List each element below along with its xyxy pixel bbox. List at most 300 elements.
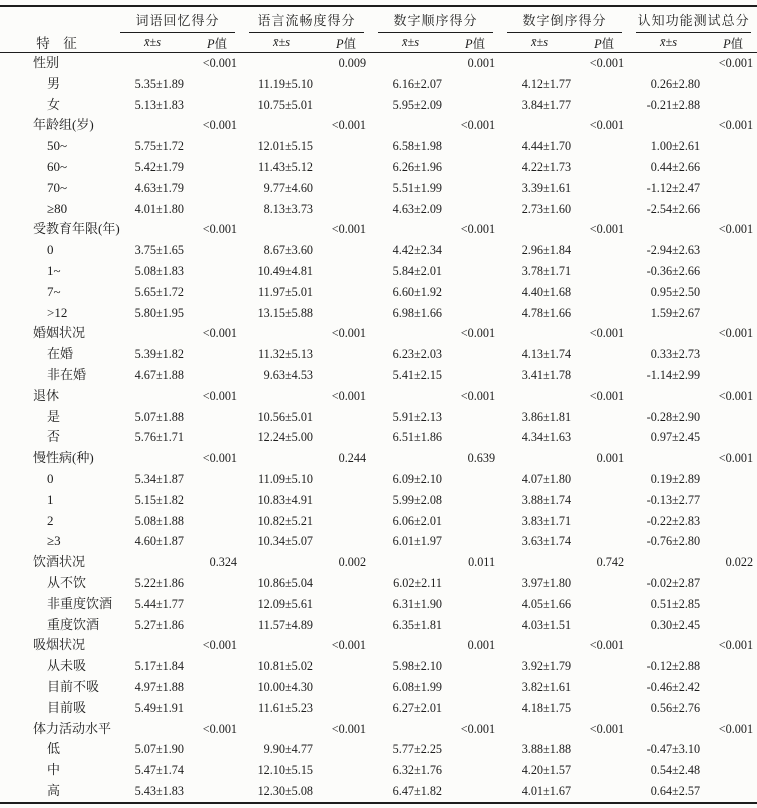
mean-cell: 10.86±5.04	[257, 575, 314, 590]
mean-cell: -1.14±2.99	[646, 367, 701, 382]
statistics-table	[0, 5, 757, 804]
mean-cell-empty	[113, 115, 192, 136]
p-symbol: P	[207, 36, 215, 51]
p-value-cell-empty	[708, 573, 757, 594]
mean-cell: 3.88±1.74	[521, 492, 572, 507]
mean-cell: 12.01±5.15	[257, 139, 314, 154]
p-value-cell-empty	[321, 511, 371, 532]
p-suffix: 值	[343, 36, 356, 51]
p-value-cell-empty	[708, 365, 757, 386]
p-value-cell-empty	[450, 199, 500, 220]
p-value-cell-empty	[579, 157, 629, 178]
p-value-cell: 0.244	[338, 451, 367, 466]
mean-cell: -0.46±2.42	[646, 679, 701, 694]
score-group-title: 词语回忆得分	[120, 7, 235, 33]
mean-cell: 5.84±2.01	[392, 263, 443, 278]
mean-cell: 9.77±4.60	[263, 180, 314, 195]
section-row	[0, 219, 757, 240]
table-row	[0, 656, 757, 677]
mean-cell: 5.22±1.86	[134, 575, 184, 590]
row-label: 2	[47, 512, 54, 528]
mean-cell: 5.44±1.77	[134, 596, 184, 611]
p-value-cell: <0.001	[460, 326, 496, 341]
mean-cell: 0.56±2.76	[650, 700, 701, 715]
p-value-cell-empty	[450, 656, 500, 677]
mean-cell: 2.96±1.84	[521, 243, 572, 258]
p-value-cell-empty	[708, 739, 757, 760]
p-value-cell-empty	[579, 698, 629, 719]
p-value-cell-empty	[192, 74, 242, 95]
p-value-cell: <0.001	[589, 222, 625, 237]
row-label: 目前不吸	[47, 678, 100, 694]
mean-cell: 6.31±1.90	[392, 596, 443, 611]
p-value-cell-empty	[321, 615, 371, 636]
p-value-cell-empty	[708, 261, 757, 282]
p-value-cell: <0.001	[202, 56, 238, 70]
mean-cell: 11.19±5.10	[258, 76, 314, 91]
mean-cell: 5.34±1.87	[134, 471, 184, 486]
p-value-cell: <0.001	[460, 721, 496, 736]
section-label: 性别	[33, 55, 60, 70]
mean-cell: 5.08±1.88	[134, 513, 184, 528]
p-value-cell: 0.324	[209, 555, 238, 570]
p-value-cell-empty	[579, 407, 629, 428]
p-value-cell: <0.001	[460, 388, 496, 403]
section-label: 吸烟状况	[33, 637, 86, 653]
p-value-cell: <0.001	[718, 222, 754, 237]
p-value-cell: 0.009	[338, 56, 367, 70]
mean-cell-empty	[242, 219, 321, 240]
table-row	[0, 739, 757, 760]
mean-cell: 0.64±2.57	[650, 783, 701, 798]
score-group-header	[113, 6, 242, 33]
p-value-cell-empty	[579, 199, 629, 220]
p-value-cell-empty	[321, 531, 371, 552]
mean-cell: 3.41±1.78	[521, 367, 572, 382]
mean-cell: 5.91±2.13	[392, 409, 443, 424]
p-value-cell: <0.001	[202, 118, 238, 133]
p-value-cell-empty	[192, 677, 242, 698]
mean-sd-subheader	[113, 33, 192, 53]
p-symbol: P	[465, 36, 473, 51]
mean-cell: 6.06±2.01	[392, 513, 443, 528]
mean-cell: 11.97±5.01	[258, 284, 314, 299]
p-value-cell-empty	[708, 427, 757, 448]
mean-cell: 11.32±5.13	[258, 347, 314, 362]
mean-cell: 5.80±1.95	[134, 305, 184, 320]
row-label: 否	[47, 429, 61, 445]
mean-cell: 2.73±1.60	[521, 201, 572, 216]
table-body	[0, 53, 757, 803]
mean-cell: 5.13±1.83	[134, 97, 184, 112]
p-value-cell: <0.001	[460, 118, 496, 133]
p-value-cell-empty	[708, 490, 757, 511]
p-value-cell: <0.001	[589, 326, 625, 341]
mean-sd-subheader	[242, 33, 321, 53]
mean-cell: 10.75±5.01	[257, 97, 314, 112]
table-row	[0, 178, 757, 199]
p-symbol: P	[336, 36, 344, 51]
p-symbol: P	[723, 36, 731, 51]
mean-cell: 4.05±1.66	[521, 596, 572, 611]
row-label: >12	[47, 304, 68, 320]
mean-cell: 5.43±1.83	[134, 783, 184, 798]
mean-cell-empty	[113, 219, 192, 240]
mean-cell: 4.78±1.66	[521, 305, 572, 320]
mean-cell: 8.13±3.73	[263, 201, 314, 216]
mean-cell: 3.83±1.71	[521, 513, 572, 528]
p-value-cell-empty	[192, 698, 242, 719]
mean-cell-empty	[113, 53, 192, 74]
row-label: ≥80	[47, 200, 68, 216]
p-value-cell: <0.001	[718, 326, 754, 341]
mean-sd-subheader	[629, 33, 708, 53]
p-value-cell-empty	[708, 781, 757, 803]
p-value-cell-empty	[321, 240, 371, 261]
mean-cell: 5.99±2.08	[392, 492, 443, 507]
mean-cell: 0.33±2.73	[650, 347, 701, 362]
p-value-cell-empty	[450, 531, 500, 552]
p-value-cell-empty	[192, 136, 242, 157]
table-row	[0, 157, 757, 178]
mean-cell: 5.98±2.10	[392, 659, 443, 674]
mean-cell: 6.02±2.11	[393, 575, 443, 590]
mean-cell: 5.39±1.82	[134, 347, 184, 362]
p-value-subheader	[321, 33, 371, 53]
p-value-cell-empty	[450, 594, 500, 615]
mean-cell: 0.54±2.48	[650, 763, 701, 778]
p-value-cell-empty	[579, 427, 629, 448]
mean-cell: 5.15±1.82	[134, 492, 184, 507]
p-value-cell-empty	[192, 303, 242, 324]
mean-cell: -0.76±2.80	[646, 534, 701, 549]
p-value-cell-empty	[450, 365, 500, 386]
p-value-cell: <0.001	[589, 388, 625, 403]
mean-cell: 10.49±4.81	[257, 263, 314, 278]
p-value-cell-empty	[579, 136, 629, 157]
table-row	[0, 199, 757, 220]
section-row	[0, 635, 757, 656]
mean-cell-empty	[371, 115, 450, 136]
p-suffix: 值	[472, 36, 486, 51]
mean-cell: 11.57±4.89	[258, 617, 314, 632]
mean-cell-empty	[629, 552, 708, 573]
p-suffix: 值	[730, 36, 744, 51]
p-value-cell-empty	[708, 656, 757, 677]
mean-cell: -0.02±2.87	[646, 575, 701, 590]
header-sub-row	[0, 33, 757, 53]
mean-cell: 6.60±1.92	[392, 284, 443, 299]
p-value-cell-empty	[321, 261, 371, 282]
p-value-cell-empty	[579, 739, 629, 760]
score-group-header	[371, 6, 500, 33]
p-value-cell: <0.001	[718, 721, 754, 736]
mean-cell: 4.67±1.88	[134, 367, 184, 382]
mean-cell: 10.56±5.01	[257, 409, 314, 424]
p-value-cell-empty	[450, 698, 500, 719]
mean-cell: 11.61±5.23	[258, 700, 314, 715]
p-value-cell: <0.001	[589, 638, 625, 653]
mean-cell-empty	[500, 635, 579, 656]
mean-cell: 3.63±1.74	[521, 534, 572, 549]
p-value-cell-empty	[450, 157, 500, 178]
mean-cell: 8.67±3.60	[263, 243, 314, 258]
p-value-cell: <0.001	[718, 388, 754, 403]
mean-cell-empty	[371, 719, 450, 740]
mean-cell-empty	[242, 719, 321, 740]
row-label: 低	[47, 741, 61, 757]
p-value-subheader	[450, 33, 500, 53]
p-value-cell-empty	[450, 677, 500, 698]
p-value-cell: <0.001	[589, 56, 625, 70]
score-group-title: 语言流畅度得分	[249, 7, 364, 33]
row-label: 1~	[47, 262, 61, 278]
score-group-title: 数字顺序得分	[378, 7, 493, 33]
p-value-cell-empty	[321, 677, 371, 698]
p-value-cell-empty	[708, 469, 757, 490]
table-row	[0, 365, 757, 386]
p-value-cell-empty	[192, 531, 242, 552]
p-value-cell-empty	[708, 531, 757, 552]
mean-cell: 4.22±1.73	[521, 159, 572, 174]
section-row	[0, 448, 757, 469]
mean-cell-empty	[371, 635, 450, 656]
row-label: 女	[47, 96, 61, 112]
p-value-cell-empty	[450, 303, 500, 324]
p-value-cell-empty	[450, 760, 500, 781]
mean-cell-empty	[629, 219, 708, 240]
p-value-cell-empty	[321, 95, 371, 116]
mean-cell: 5.42±1.79	[134, 159, 184, 174]
table-row	[0, 344, 757, 365]
mean-cell: 3.97±1.80	[521, 575, 572, 590]
p-value-cell-empty	[708, 511, 757, 532]
section-row	[0, 53, 757, 74]
mean-cell-empty	[629, 719, 708, 740]
section-label: 慢性病(种)	[33, 450, 94, 466]
mean-cell: -1.12±2.47	[646, 180, 701, 195]
mean-cell: -0.12±2.88	[646, 659, 701, 674]
mean-cell: 4.03±1.51	[521, 617, 572, 632]
mean-cell: 6.16±2.07	[392, 76, 443, 91]
mean-cell: 3.82±1.61	[521, 679, 572, 694]
p-value-cell-empty	[579, 511, 629, 532]
mean-cell: 3.86±1.81	[521, 409, 572, 424]
p-value-cell-empty	[192, 344, 242, 365]
p-value-cell-empty	[321, 594, 371, 615]
p-value-cell: <0.001	[202, 638, 238, 653]
p-value-cell: <0.001	[589, 118, 625, 133]
p-value-cell-empty	[321, 365, 371, 386]
mean-cell: 0.95±2.50	[650, 284, 701, 299]
p-value-cell-empty	[708, 136, 757, 157]
mean-cell: 4.34±1.63	[521, 430, 572, 445]
p-value-cell-empty	[321, 573, 371, 594]
p-value-cell: <0.001	[202, 222, 238, 237]
mean-cell: 3.78±1.71	[521, 263, 572, 278]
p-value-cell-empty	[321, 407, 371, 428]
p-value-cell-empty	[579, 677, 629, 698]
mean-cell: -0.22±2.83	[646, 513, 701, 528]
p-value-cell-empty	[192, 511, 242, 532]
mean-cell-empty	[629, 635, 708, 656]
p-value-cell: <0.001	[331, 118, 367, 133]
score-group-header	[242, 6, 371, 33]
mean-cell: 6.09±2.10	[392, 471, 443, 486]
mean-cell-empty	[500, 552, 579, 573]
p-value-cell-empty	[321, 74, 371, 95]
p-suffix: 值	[214, 36, 227, 51]
mean-cell-empty	[629, 323, 708, 344]
p-value-cell-empty	[579, 573, 629, 594]
mean-cell: -0.28±2.90	[646, 409, 701, 424]
mean-cell: 4.60±1.87	[134, 534, 184, 549]
p-value-cell-empty	[192, 739, 242, 760]
p-value-cell-empty	[579, 344, 629, 365]
table-header	[0, 6, 757, 53]
mean-cell: 5.51±1.99	[392, 180, 443, 195]
mean-cell: 3.39±1.61	[521, 180, 572, 195]
table-row	[0, 407, 757, 428]
p-value-cell-empty	[450, 282, 500, 303]
p-value-cell-empty	[192, 615, 242, 636]
p-value-cell-empty	[321, 303, 371, 324]
mean-cell: 4.97±1.88	[134, 679, 184, 694]
p-value-cell-empty	[579, 656, 629, 677]
table-row	[0, 427, 757, 448]
row-label: 0	[47, 242, 54, 258]
p-value-cell-empty	[579, 261, 629, 282]
p-value-cell-empty	[321, 760, 371, 781]
mean-cell-empty	[500, 323, 579, 344]
p-value-cell-empty	[450, 261, 500, 282]
p-value-cell: <0.001	[331, 388, 367, 403]
mean-cell: 4.18±1.75	[521, 700, 572, 715]
mean-cell-empty	[113, 323, 192, 344]
row-label: 7~	[47, 283, 61, 299]
mean-cell: 12.30±5.08	[257, 783, 314, 798]
p-value-cell-empty	[192, 95, 242, 116]
feature-column-header: 特 征	[0, 6, 113, 53]
mean-cell: 4.07±1.80	[521, 471, 572, 486]
mean-cell: 4.01±1.80	[134, 201, 184, 216]
section-label: 饮酒状况	[33, 554, 86, 570]
mean-cell: 1.59±2.67	[650, 305, 701, 320]
mean-sd-label: x̄±s	[272, 35, 291, 49]
mean-sd-subheader	[500, 33, 579, 53]
p-value-cell-empty	[321, 282, 371, 303]
mean-cell-empty	[242, 386, 321, 407]
p-value-cell-empty	[708, 677, 757, 698]
p-value-cell-empty	[579, 781, 629, 803]
mean-cell: 12.09±5.61	[257, 596, 314, 611]
mean-sd-label: x̄±s	[530, 35, 549, 49]
p-value-cell-empty	[450, 344, 500, 365]
p-value-cell-empty	[708, 303, 757, 324]
p-value-cell-empty	[708, 199, 757, 220]
p-value-cell: <0.001	[202, 451, 238, 466]
p-value-cell-empty	[321, 344, 371, 365]
mean-cell: 5.41±2.15	[392, 367, 443, 382]
p-value-cell-empty	[450, 573, 500, 594]
section-row	[0, 386, 757, 407]
mean-cell: 4.44±1.70	[521, 139, 572, 154]
mean-cell: 6.01±1.97	[392, 534, 443, 549]
table-row	[0, 573, 757, 594]
p-value-cell-empty	[450, 781, 500, 803]
mean-cell: 4.12±1.77	[521, 76, 572, 91]
p-value-cell-empty	[579, 760, 629, 781]
row-label: 50~	[47, 138, 68, 154]
mean-cell: 4.42±2.34	[392, 243, 443, 258]
p-value-cell-empty	[579, 178, 629, 199]
row-label: 是	[47, 408, 61, 424]
mean-cell: 6.08±1.99	[392, 679, 443, 694]
p-value-cell-empty	[450, 178, 500, 199]
mean-cell: 4.63±2.09	[392, 201, 443, 216]
mean-cell: 0.30±2.45	[650, 617, 701, 632]
table-row	[0, 136, 757, 157]
table-row	[0, 303, 757, 324]
mean-cell-empty	[629, 448, 708, 469]
mean-cell: 11.43±5.12	[258, 159, 314, 174]
mean-cell: 5.35±1.89	[134, 76, 184, 91]
p-value-cell: <0.001	[718, 118, 754, 133]
mean-cell: 0.51±2.85	[650, 596, 701, 611]
row-label: 从未吸	[47, 658, 87, 674]
mean-cell: 6.98±1.66	[392, 305, 443, 320]
table-row	[0, 698, 757, 719]
p-value-cell-empty	[321, 656, 371, 677]
p-value-cell: 0.742	[596, 555, 625, 570]
mean-cell: 12.24±5.00	[257, 430, 314, 445]
table-row	[0, 74, 757, 95]
p-value-cell-empty	[579, 469, 629, 490]
p-value-cell-empty	[192, 240, 242, 261]
row-label: 1	[47, 491, 54, 507]
mean-cell: 5.49±1.91	[134, 700, 184, 715]
p-value-cell-empty	[450, 469, 500, 490]
p-value-cell-empty	[192, 573, 242, 594]
p-value-cell-empty	[321, 136, 371, 157]
p-value-cell-empty	[708, 760, 757, 781]
mean-sd-label: x̄±s	[401, 35, 420, 49]
mean-cell: 4.13±1.74	[521, 347, 572, 362]
mean-cell: 4.40±1.68	[521, 284, 572, 299]
p-value-cell-empty	[450, 511, 500, 532]
p-value-cell: 0.001	[596, 451, 625, 466]
mean-cell: 0.44±2.66	[650, 159, 701, 174]
mean-cell-empty	[113, 386, 192, 407]
mean-cell-empty	[113, 448, 192, 469]
p-value-cell: 0.011	[468, 555, 496, 570]
row-label: ≥3	[47, 533, 61, 549]
p-value-cell-empty	[579, 282, 629, 303]
mean-cell-empty	[371, 219, 450, 240]
table-row	[0, 615, 757, 636]
score-group-header	[629, 6, 757, 33]
mean-cell-empty	[629, 53, 708, 74]
p-value-cell-empty	[321, 698, 371, 719]
p-value-cell-empty	[321, 781, 371, 803]
table-row	[0, 240, 757, 261]
mean-cell-empty	[242, 552, 321, 573]
p-value-cell-empty	[192, 781, 242, 803]
mean-cell-empty	[500, 53, 579, 74]
p-value-cell-empty	[450, 95, 500, 116]
p-value-cell: <0.001	[331, 222, 367, 237]
p-value-cell-empty	[321, 427, 371, 448]
